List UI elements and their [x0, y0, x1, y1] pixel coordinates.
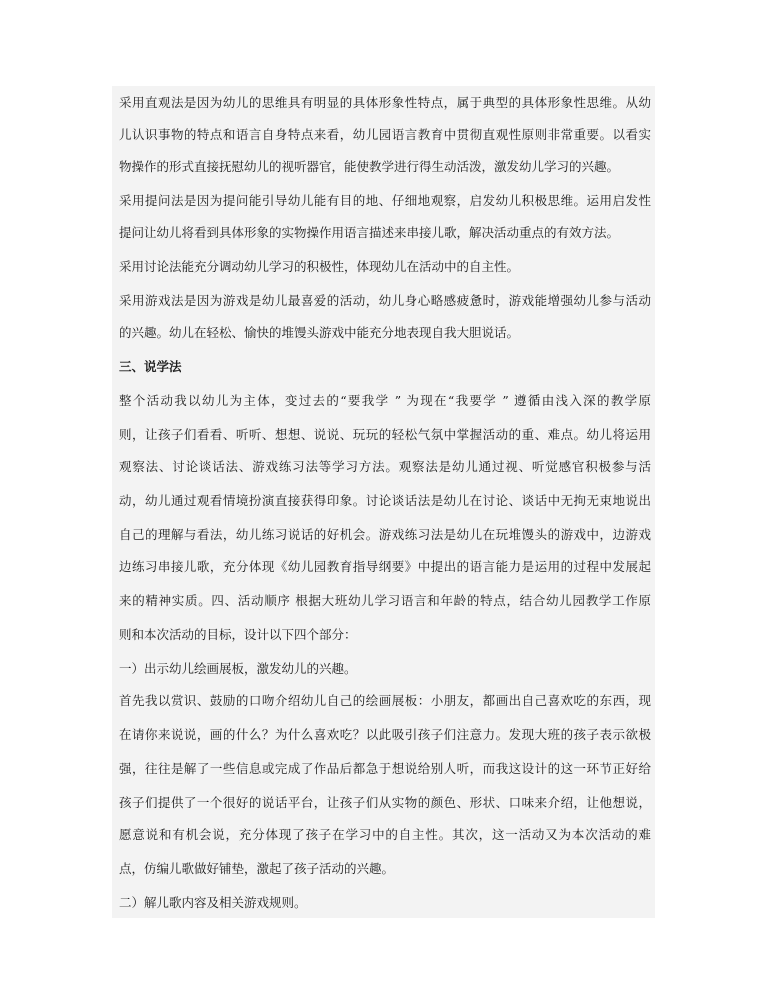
paragraph-line: 动，幼儿通过观看情境扮演直接获得印象。讨论谈话法是幼儿在讨论、谈话中无拘无束地说出	[119, 493, 651, 508]
paragraph-line: 物操作的形式直接抚慰幼儿的视听器官，能使教学进行得生动活泼，激发幼儿学习的兴趣。	[119, 159, 620, 174]
paragraph-line: 孩子们提供了一个很好的说话平台，让孩子们从实物的颜色、形状、口味来介绍，让他想说，	[119, 795, 651, 810]
paragraph-line: 则，让孩子们看看、听听、想想、说说、玩玩的轻松气氛中掌握活动的重、难点。幼儿将运用	[119, 427, 651, 442]
paragraph-line: 则和本次活动的目标，设计以下四个部分：	[119, 627, 357, 642]
paragraph-line: 儿认识事物的特点和语言自身特点来看，幼儿园语言教育中贯彻直观性原则非常重要。以看实	[119, 127, 651, 142]
paragraph-line: 边练习串接儿歌，充分体现《幼儿园教育指导纲要》中提出的语言能力是运用的过程中发展起	[119, 559, 651, 574]
paragraph-line: 首先我以赏识、鼓励的口吻介绍幼儿自己的绘画展板：小朋友，都画出自己喜欢吃的东西，现	[119, 693, 651, 708]
paragraph-line: 采用讨论法能充分调动幼儿学习的积极性，体现幼儿在活动中的自主性。	[119, 259, 520, 274]
paragraph-line: 提问让幼儿将看到具体形象的实物操作用语言描述来串接儿歌，解决活动重点的有效方法。	[119, 225, 620, 240]
subsection-heading: 一）出示幼儿绘画展板，激发幼儿的兴趣。	[119, 661, 357, 676]
section-heading: 三、说学法	[119, 359, 182, 374]
paragraph-line: 采用直观法是因为幼儿的思维具有明显的具体形象性特点，属于典型的具体形象性思维。从幼	[119, 95, 651, 110]
paragraph-line: 强，往往是解了一些信息或完成了作品后都急于想说给别人听，而我这设计的这一环节正好给	[119, 761, 651, 776]
paragraph-line: 来的精神实质。四、活动顺序 根据大班幼儿学习语言和年龄的特点，结合幼儿园教学工作原	[119, 593, 651, 608]
paragraph-line: 的兴趣。幼儿在轻松、愉快的堆馒头游戏中能充分地表现自我大胆说话。	[119, 325, 520, 340]
subsection-heading: 二）解儿歌内容及相关游戏规则。	[119, 895, 307, 910]
paragraph-line: 采用提问法是因为提问能引导幼儿能有目的地、仔细地观察，启发幼儿积极思维。运用启发性	[119, 193, 651, 208]
paragraph-line: 观察法、讨论谈话法、游戏练习法等学习方法。观察法是幼儿通过视、听觉感官积极参与活	[119, 459, 651, 474]
paragraph-line: 整个活动我以幼儿为主体，变过去的“要我学 ” 为现在“我要学 ” 遵循由浅入深的教学原	[119, 393, 651, 408]
paragraph-line: 自己的理解与看法，幼儿练习说话的好机会。游戏练习法是幼儿在玩堆馒头的游戏中，边游戏	[119, 527, 651, 542]
paragraph-line: 愿意说和有机会说，充分体现了孩子在学习中的自主性。其次，这一活动又为本次活动的难	[119, 827, 651, 842]
paragraph-line: 采用游戏法是因为游戏是幼儿最喜爱的活动，幼儿身心略感疲惫时，游戏能增强幼儿参与活动	[119, 293, 651, 308]
document-page	[112, 86, 655, 918]
paragraph-line: 点，仿编儿歌做好铺垫，激起了孩子活动的兴趣。	[119, 861, 395, 876]
paragraph-line: 在请你来说说，画的什么？为什么喜欢吃？以此吸引孩子们注意力。发现大班的孩子表示欲极	[119, 727, 651, 742]
